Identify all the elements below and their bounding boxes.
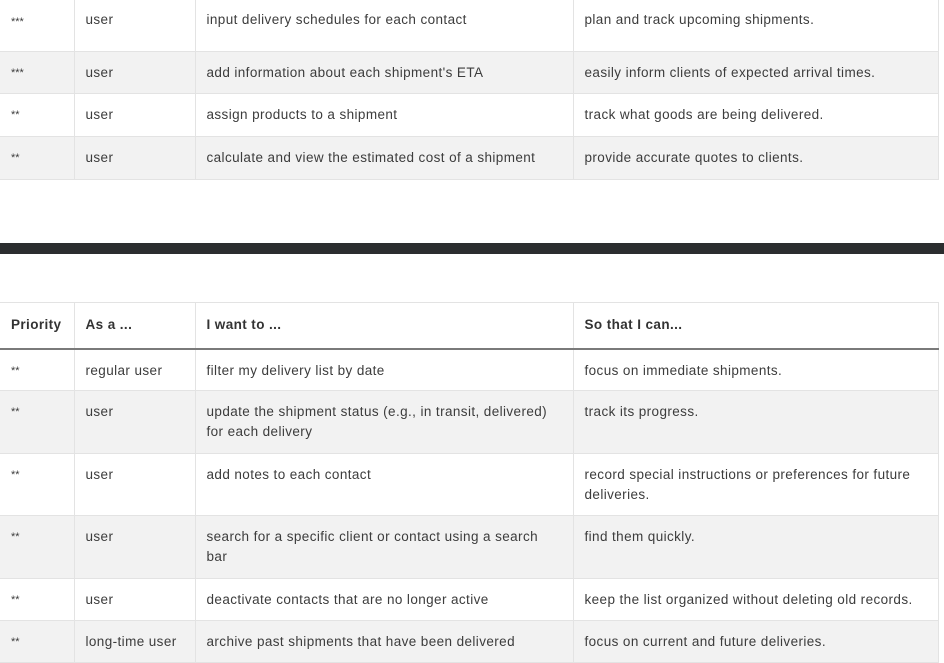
role-cell: regular user [74,349,195,391]
section-divider [0,243,944,254]
so-that-cell: provide accurate quotes to clients. [573,137,938,180]
table-row [0,349,938,391]
priority-cell: *** [0,52,74,94]
want-cell: assign products to a shipment [195,94,573,137]
table-row [0,516,938,579]
priority-cell: ** [0,579,74,621]
role-cell: user [74,137,195,180]
table-row [0,621,938,663]
role-cell: user [74,579,195,621]
role-cell: long-time user [74,621,195,663]
priority-cell: ** [0,454,74,516]
role-cell: user [74,0,195,52]
priority-cell: ** [0,516,74,579]
so-that-cell: track its progress. [573,391,938,454]
so-that-cell: focus on current and future deliveries. [573,621,938,663]
priority-cell: ** [0,137,74,180]
role-cell: user [74,52,195,94]
table-row [0,94,938,137]
table-header-row [0,303,938,349]
so-that-cell: easily inform clients of expected arrival times. [573,52,938,94]
role-cell: user [74,454,195,516]
want-cell: calculate and view the estimated cost of a shipment [195,137,573,180]
want-cell: add information about each shipment's ETA [195,52,573,94]
so-that-cell: track what goods are being delivered. [573,94,938,137]
so-that-cell: record special instructions or preferences for future deliveries. [573,454,938,516]
want-cell: archive past shipments that have been delivered [195,621,573,663]
table-row [0,579,938,621]
role-cell: user [74,391,195,454]
role-header: As a ... [74,303,195,349]
role-cell: user [74,516,195,579]
want-header: I want to ... [195,303,573,349]
priority-cell: ** [0,349,74,391]
want-cell: update the shipment status (e.g., in transit, delivered) for each delivery [195,391,573,454]
priority-cell: ** [0,94,74,137]
table-row [0,0,938,52]
want-cell: input delivery schedules for each contact [195,0,573,52]
priority-cell: *** [0,0,74,52]
want-cell: filter my delivery list by date [195,349,573,391]
role-cell: user [74,94,195,137]
user-stories-table-bottom [0,302,939,663]
so-that-cell: keep the list organized without deleting old records. [573,579,938,621]
so-that-cell: find them quickly. [573,516,938,579]
table-row [0,454,938,516]
table-row [0,137,938,180]
table-row [0,52,938,94]
want-cell: search for a specific client or contact using a search bar [195,516,573,579]
so-that-cell: plan and track upcoming shipments. [573,0,938,52]
want-cell: add notes to each contact [195,454,573,516]
want-cell: deactivate contacts that are no longer active [195,579,573,621]
priority-header: Priority [0,303,74,349]
so-that-cell: focus on immediate shipments. [573,349,938,391]
user-stories-table-top [0,0,939,180]
so-that-header: So that I can... [573,303,938,349]
table-row [0,391,938,454]
priority-cell: ** [0,391,74,454]
priority-cell: ** [0,621,74,663]
